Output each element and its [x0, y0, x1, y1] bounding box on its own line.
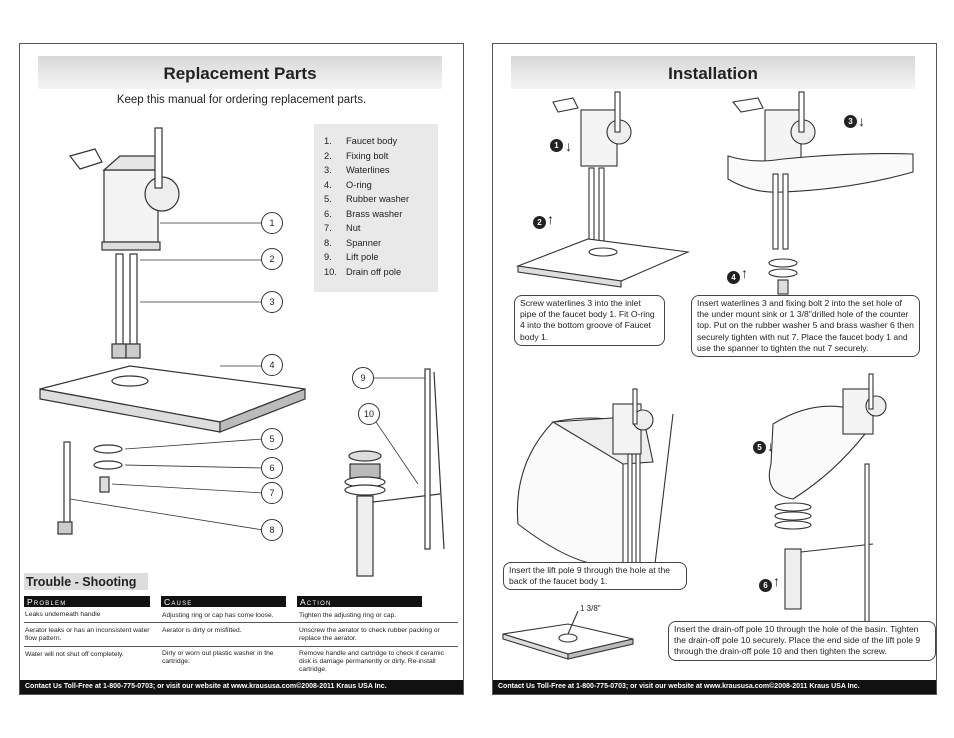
- row-divider: [24, 622, 458, 623]
- cause-cell: Dirty or worn out plastic washer in the cartridge.: [162, 650, 274, 665]
- parts-list: [314, 124, 438, 281]
- cause-cell: Aerator is dirty or misfitted.: [162, 627, 242, 634]
- problem-cell: Leaks underneath handle: [25, 611, 101, 618]
- step-badge-5: 5: [753, 441, 766, 454]
- callout-6: 6: [261, 457, 283, 479]
- cause-header: Cause: [161, 596, 286, 607]
- callout-10: 10: [358, 403, 380, 425]
- list-item: 5. Rubber washer: [324, 194, 410, 204]
- callout-7: 7: [261, 482, 283, 504]
- action-cell: Tighten the adjusting ring or cap.: [299, 612, 397, 619]
- arrow-up-icon: ↑: [741, 265, 748, 281]
- step1-note: Screw waterlines 3 into the inlet pipe of the faucet body 1. Fit O-ring 4 into the bottom groove of Faucet body 1.: [514, 295, 665, 346]
- replacement-parts-page: [19, 43, 464, 695]
- step-badge-1: 1: [550, 139, 563, 152]
- problem-header: Problem: [24, 596, 150, 607]
- list-item: 9. Lift pole: [324, 252, 379, 262]
- arrow-down-icon: ↓: [767, 438, 774, 454]
- row-divider: [24, 646, 458, 647]
- installation-page: [492, 43, 937, 695]
- parts-list-box: [314, 124, 438, 292]
- arrow-down-icon: ↓: [858, 113, 865, 129]
- page-title: Installation: [511, 56, 915, 89]
- callout-1: 1: [261, 212, 283, 234]
- hole-dimension-label: 1 3/8": [580, 604, 601, 613]
- problem-cell: Aerator leaks or has an inconsistent water flow pattern.: [25, 627, 150, 642]
- action-header: Action: [297, 596, 422, 607]
- list-item: 2. Fixing bolt: [324, 150, 389, 161]
- page-subtitle: Keep this manual for ordering replacement parts.: [116, 94, 367, 106]
- action-cell: Remove handle and cartridge to check if ceramic disk is damage permanently or dirty. Re-install cartridge.: [299, 650, 444, 673]
- action-cell: Unscrew the aerator to check rubber packing or replace the aerator.: [299, 627, 440, 642]
- callout-3: 3: [261, 291, 283, 313]
- step-badge-2: 2: [533, 216, 546, 229]
- contact-footer: Contact Us Toll-Free at 1-800-775-0703; or visit our website at www.kraususa.com©2008-2011 Kraus USA Inc.: [20, 680, 463, 694]
- problem-cell: Water will not shut off completely.: [25, 651, 124, 658]
- callout-9: 9: [352, 367, 374, 389]
- arrow-down-icon: ↓: [565, 138, 572, 154]
- list-item: 7. Nut: [324, 223, 361, 233]
- callout-8: 8: [261, 519, 283, 541]
- step-badge-4: 4: [727, 271, 740, 284]
- callout-4: 4: [261, 354, 283, 376]
- callout-2: 2: [261, 248, 283, 270]
- list-item: 6. Brass washer: [324, 208, 403, 219]
- troubleshooting-title: Trouble - Shooting: [24, 573, 148, 590]
- page-title: Replacement Parts: [38, 56, 442, 89]
- step3-note: Insert waterlines 3 and fixing bolt 2 into the set hole of the under mount sink or 1 3/8"drilled hole of the counter top. Put on the rubber washer 5 and brass washer 6 then securely tighten with nut 7. Place the faucet body 1 and use the spanner to tighten the nut 7 securely.: [691, 295, 920, 357]
- step-badge-6: 6: [759, 579, 772, 592]
- callout-5: 5: [261, 428, 283, 450]
- list-item: 3. Waterlines: [324, 165, 390, 175]
- contact-footer: Contact Us Toll-Free at 1-800-775-0703; or visit our website at www.kraususa.com©2008-2011 Kraus USA Inc.: [493, 680, 936, 694]
- list-item: 10. Drain off pole: [324, 266, 402, 277]
- cause-cell: Adjusting ring or cap has come loose.: [162, 612, 274, 619]
- step6-note: Insert the drain-off pole 10 through the hole of the basin. Tighten the drain-off pole 10 securely. Place the end side of the lift pole 9 through the drain-off pole 10 and then tighten the screw.: [668, 621, 936, 661]
- arrow-up-icon: ↑: [773, 573, 780, 589]
- arrow-up-icon: ↑: [547, 211, 554, 227]
- list-item: 4. O-ring: [324, 179, 372, 190]
- step5-note: Insert the lift pole 9 through the hole at the back of the faucet body 1.: [503, 562, 687, 590]
- list-item: 1. Faucet body: [324, 136, 398, 146]
- step-badge-3: 3: [844, 115, 857, 128]
- list-item: 8. Spanner: [324, 237, 382, 248]
